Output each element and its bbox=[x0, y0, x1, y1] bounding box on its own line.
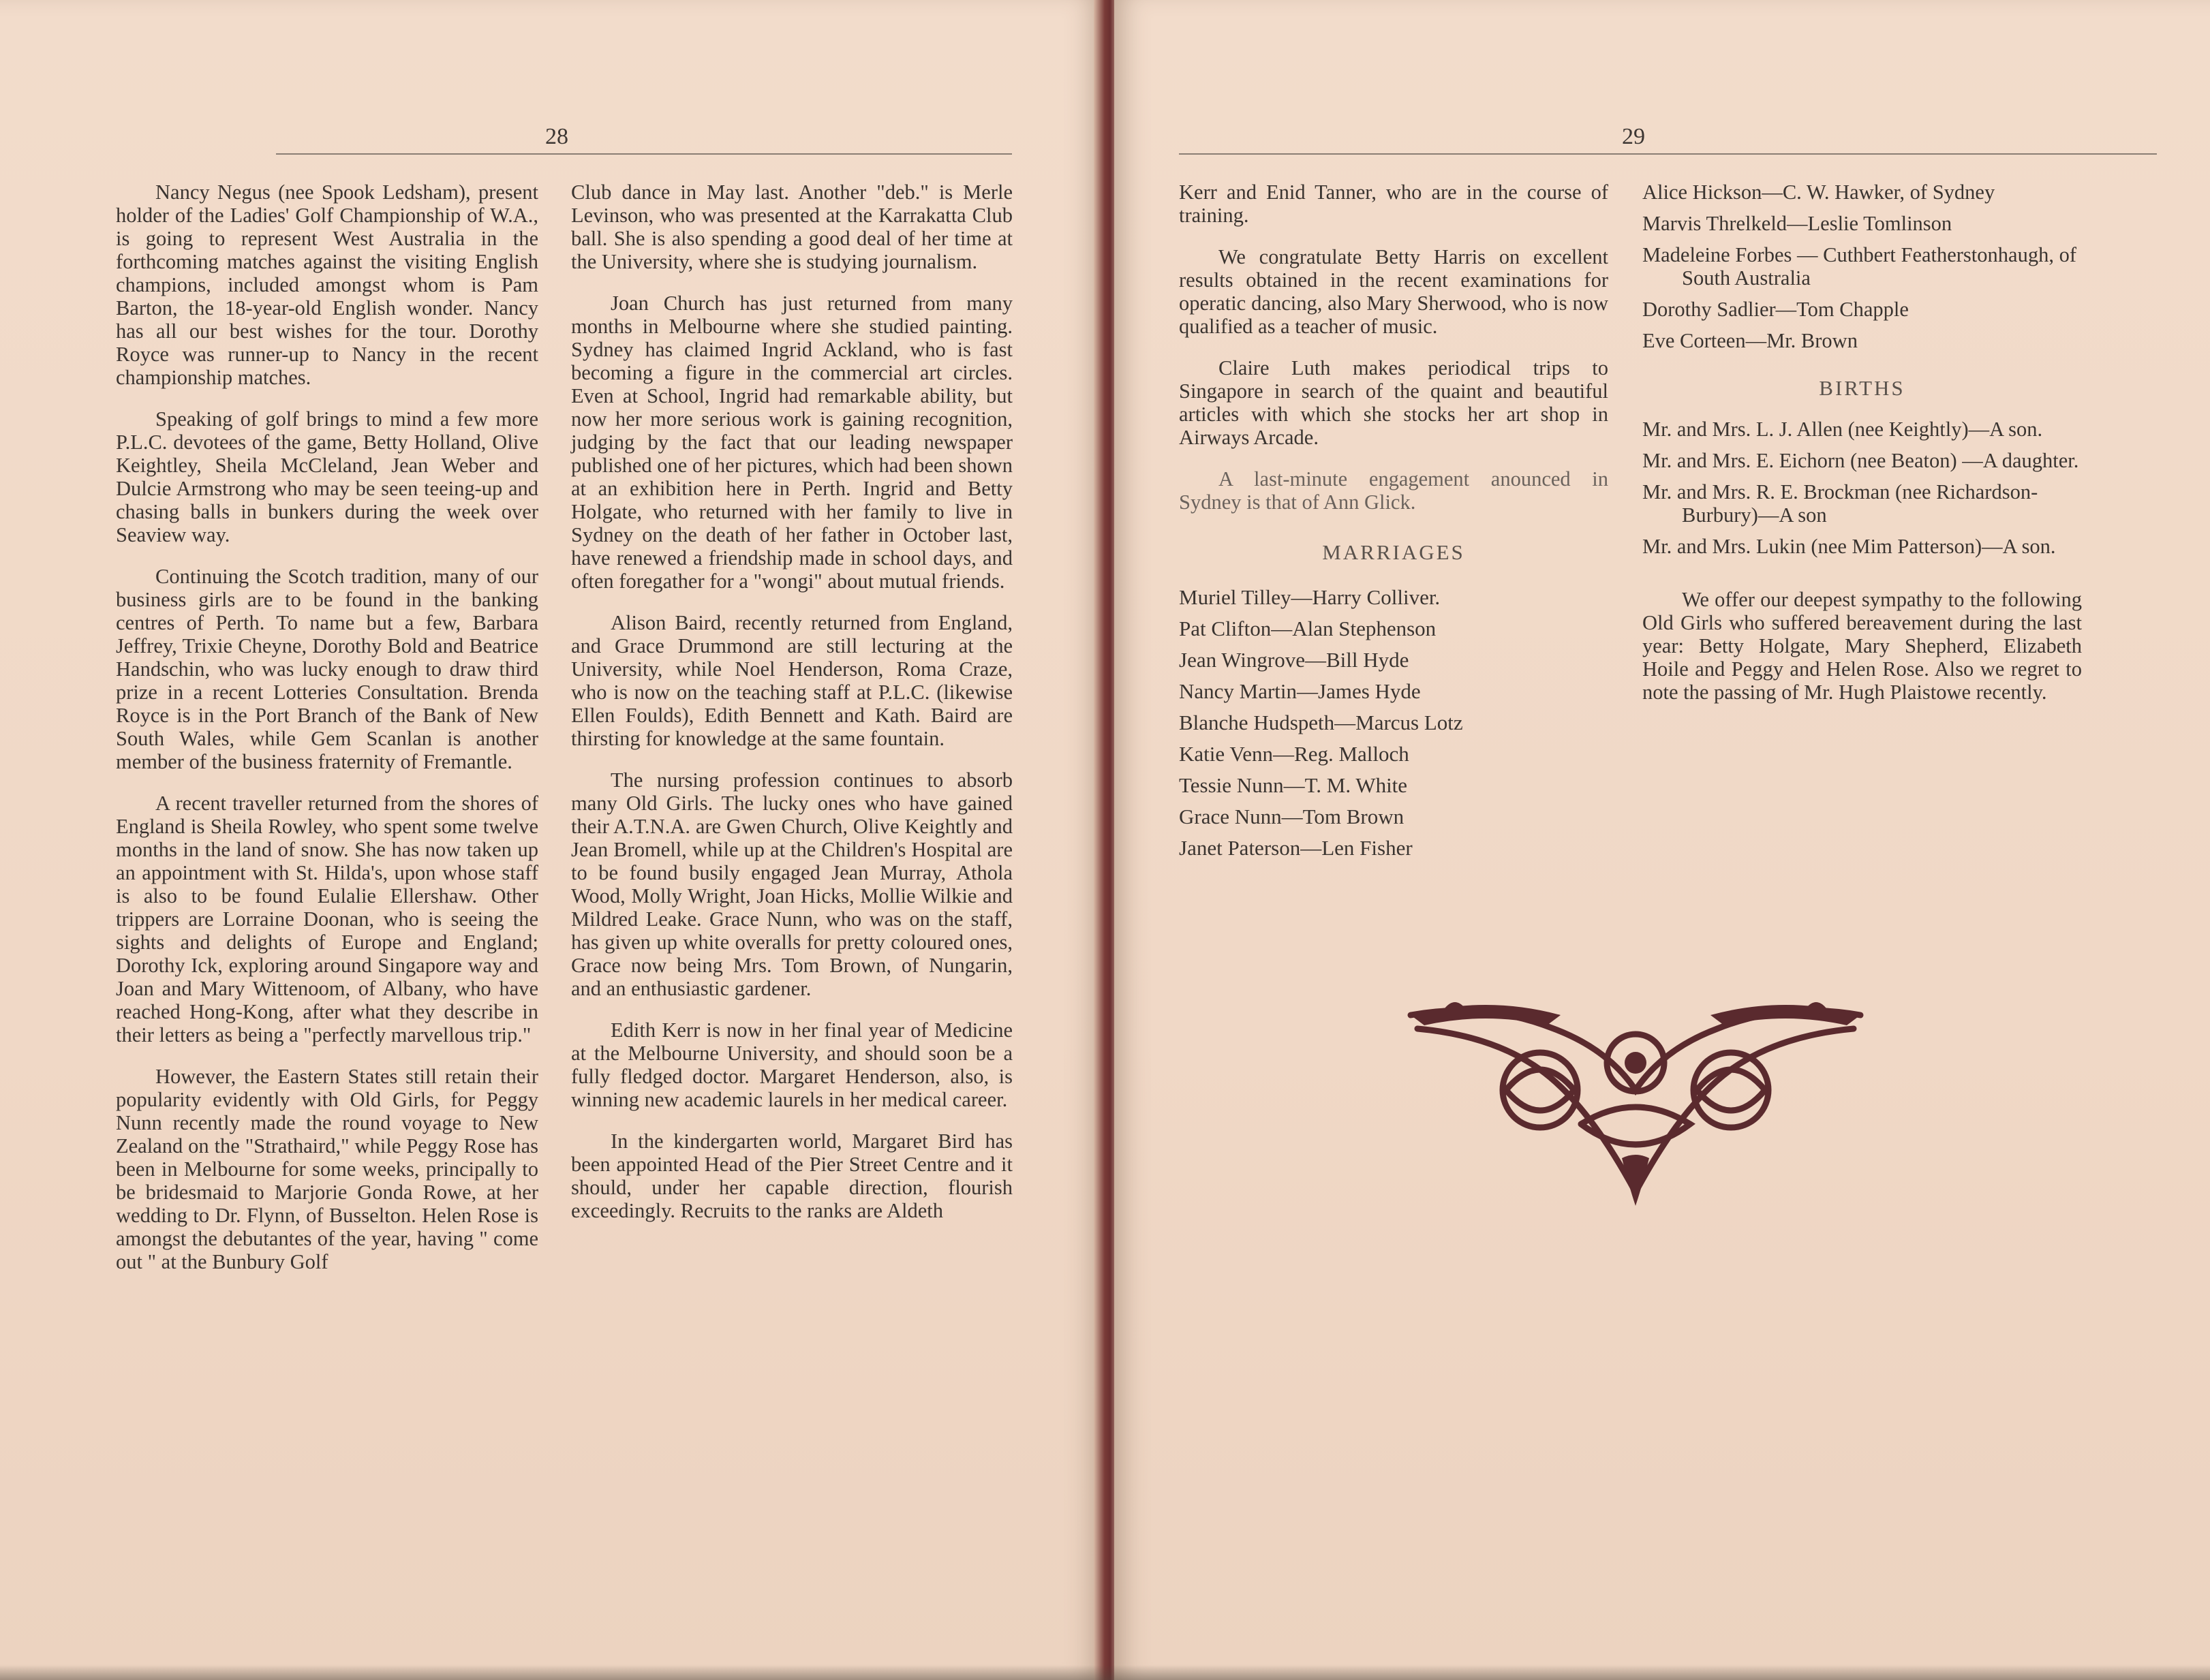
right-column-1 bbox=[1179, 181, 1608, 864]
list-item: Grace Nunn—Tom Brown bbox=[1179, 805, 1405, 828]
list-item: Janet Paterson—Len Fisher bbox=[1179, 836, 1413, 860]
page-number: 28 bbox=[545, 124, 568, 149]
paragraph: Nancy Negus (nee Spook Ledsham), present holder of the Ladies' Golf Championship of W.A., is going to represent West Australia in the forthcoming matches against the visiting English champions, included amongst whom is Pam Barton, the 18-year-old English wonder. Nancy has all our best wishes for the tour. Dorothy Royce was runner-up to Nancy in the recent championship matches. bbox=[116, 181, 538, 389]
marriages-heading: MARRIAGES bbox=[1322, 540, 1465, 564]
births-heading: BIRTHS bbox=[1819, 376, 1905, 400]
marriage-item: Alice Hickson—C. W. Hawker, of Sydney bbox=[1642, 181, 1995, 204]
list-item: Blanche Hudspeth—Marcus Lotz bbox=[1179, 711, 1463, 734]
paragraph: A last-minute engagement anounced in Sydney is that of Ann Glick. bbox=[1179, 467, 1608, 514]
marriage-item: Madeleine Forbes — Cuthbert Featherstonhaugh, of South Australia bbox=[1642, 243, 2076, 290]
page-bottom-edge bbox=[0, 1665, 2210, 1680]
header-rule bbox=[1179, 153, 2157, 155]
left-column-1 bbox=[116, 181, 538, 1292]
paragraph: We congratulate Betty Harris on excellent results obtained in the recent examinations for operatic dancing, also Mary Sherwood, who is now qualified as a teacher of music. bbox=[1179, 245, 1608, 338]
birth-item: Mr. and Mrs. R. E. Brockman (nee Richardson-Burbury)—A son bbox=[1642, 480, 2038, 527]
list-item: Nancy Martin—James Hyde bbox=[1179, 679, 1421, 703]
paragraph: Kerr and Enid Tanner, who are in the course of training. bbox=[1179, 181, 1608, 227]
paragraph: However, the Eastern States still retain their popularity evidently with Old Girls, for Peggy Nunn recently made the round voyage to New Zealand on the "Strathaird," while Peggy Rose has been in Melbourne for some weeks, principally to be bridesmaid to Marjorie Gonda Rowe, at her wedding to Dr. Flynn, of Busselton. Helen Rose is amongst the debutantes of the year, having " come out " at the Bunbury Golf bbox=[116, 1065, 538, 1273]
header-rule bbox=[276, 153, 1012, 155]
sympathy-paragraph: We offer our deepest sympathy to the following Old Girls who suffered bereavement during the last year: Betty Holgate, Mary Shepherd, Elizabeth Hoile and Peggy and Helen Rose. Also we regret to note the passing of Mr. Hugh Plaistowe recently. bbox=[1642, 588, 2082, 704]
paragraph: The nursing profession continues to absorb many Old Girls. The lucky ones who have gained their A.T.N.A. are Gwen Church, Olive Keightly and Jean Bromell, while up at the Children's Hospital are to be found busily engaged Jean Murray, Athola Wood, Molly Wright, Joan Hicks, Mollie Wilkie and Mildred Leake. Grace Nunn, who was on the staff, has given up white overalls for pretty coloured ones, Grace now being Mrs. Tom Brown, of Nungarin, and an enthusiastic gardener. bbox=[571, 768, 1013, 1000]
right-page bbox=[1114, 0, 2210, 1680]
marriage-item: Eve Corteen—Mr. Brown bbox=[1642, 329, 1858, 352]
marriages-list bbox=[1179, 582, 1608, 864]
paragraph: Speaking of golf brings to mind a few more P.L.C. devotees of the game, Betty Holland, Olive Keightley, Sheila McCleland, Jean Weber and Dulcie Armstrong who may be seen teeing-up and chasing balls in bunkers during the week over Seaview way. bbox=[116, 407, 538, 546]
left-column-2 bbox=[571, 181, 1013, 1241]
list-item: Jean Wingrove—Bill Hyde bbox=[1179, 648, 1409, 672]
birth-item: Mr. and Mrs. L. J. Allen (nee Keightly)—A son. bbox=[1642, 418, 2043, 441]
page-number: 29 bbox=[1622, 124, 1645, 149]
birth-item: Mr. and Mrs. Lukin (nee Mim Patterson)—A son. bbox=[1642, 535, 2056, 558]
marriage-item: Dorothy Sadlier—Tom Chapple bbox=[1642, 298, 1909, 321]
paragraph: In the kindergarten world, Margaret Bird has been appointed Head of the Pier Street Centre and it should, under her capable direction, flourish exceedingly. Recruits to the ranks are Aldeth bbox=[571, 1130, 1013, 1222]
list-item: Katie Venn—Reg. Malloch bbox=[1179, 742, 1409, 766]
paragraph: Edith Kerr is now in her final year of Medicine at the Melbourne University, and should soon be a fully fledged doctor. Margaret Henderson, also, is winning new academic laurels in her medical career. bbox=[571, 1018, 1013, 1111]
paragraph: Claire Luth makes periodical trips to Singapore in search of the quaint and beautiful articles with which she stocks her art shop in Airways Arcade. bbox=[1179, 356, 1608, 449]
paragraph: Alison Baird, recently returned from England, and Grace Drummond are still lecturing at the University, while Noel Henderson, Roma Craze, who is now on the teaching staff at P.L.C. (likewise Ellen Foulds), Edith Bennett and Kath. Baird are thirsting for knowledge at the same fountain. bbox=[571, 611, 1013, 750]
paragraph: Continuing the Scotch tradition, many of our business girls are to be found in the banking centres of Perth. To name but a few, Barbara Jeffrey, Trixie Cheyne, Dorothy Bold and Beatrice Handschin, who was lucky enough to draw third prize in a recent Lotteries Consultation. Brenda Royce is in the Port Branch of the Bank of New South Wales, while Gem Scanlan is another member of the business fraternity of Fremantle. bbox=[116, 565, 538, 773]
left-page bbox=[0, 0, 1101, 1680]
paragraph: A recent traveller returned from the shores of England is Sheila Rowley, who spent some twelve months in the land of snow. She has now taken up an appointment with St. Hilda's, upon whose staff is also to be found Eulalie Ellershaw. Other trippers are Lorraine Doonan, who is seeing the sights and delights of Europe and England; Dorothy Ick, exploring around Singapore way and Joan and Mary Wittenoom, of Albany, who have reached Hong-Kong, after what they describe in their letters as being a "perfectly marvellous trip." bbox=[116, 792, 538, 1046]
paragraph: Club dance in May last. Another "deb." is Merle Levinson, who was presented at the Karrakatta Club ball. She is also spending a good deal of her time at the University, where she is studying journalism. bbox=[571, 181, 1013, 273]
celtic-knot-ornament-icon bbox=[1404, 988, 1867, 1213]
list-item: Muriel Tilley—Harry Colliver. bbox=[1179, 585, 1441, 609]
marriage-item: Marvis Threlkeld—Leslie Tomlinson bbox=[1642, 212, 1952, 235]
list-item: Pat Clifton—Alan Stephenson bbox=[1179, 617, 1437, 640]
birth-item: Mr. and Mrs. E. Eichorn (nee Beaton) —A daughter. bbox=[1642, 449, 2079, 472]
paragraph: Joan Church has just returned from many months in Melbourne where she studied painting. Sydney has claimed Ingrid Ackland, who is fast becoming a figure in the commercial art circles. Even at School, Ingrid had remarkable ability, but now her more serious work is gaining recognition, judging by the fact that our leading newspaper published one of her pictures, which had been shown at an exhibition here in Perth. Ingrid and Betty Holgate, who returned with her family to live in Sydney on the death of her father in October last, have renewed a friendship made in school days, and often foregather for a "wongi" about mutual friends. bbox=[571, 292, 1013, 593]
right-column-2 bbox=[1642, 181, 2082, 722]
list-item: Tessie Nunn—T. M. White bbox=[1179, 773, 1408, 797]
